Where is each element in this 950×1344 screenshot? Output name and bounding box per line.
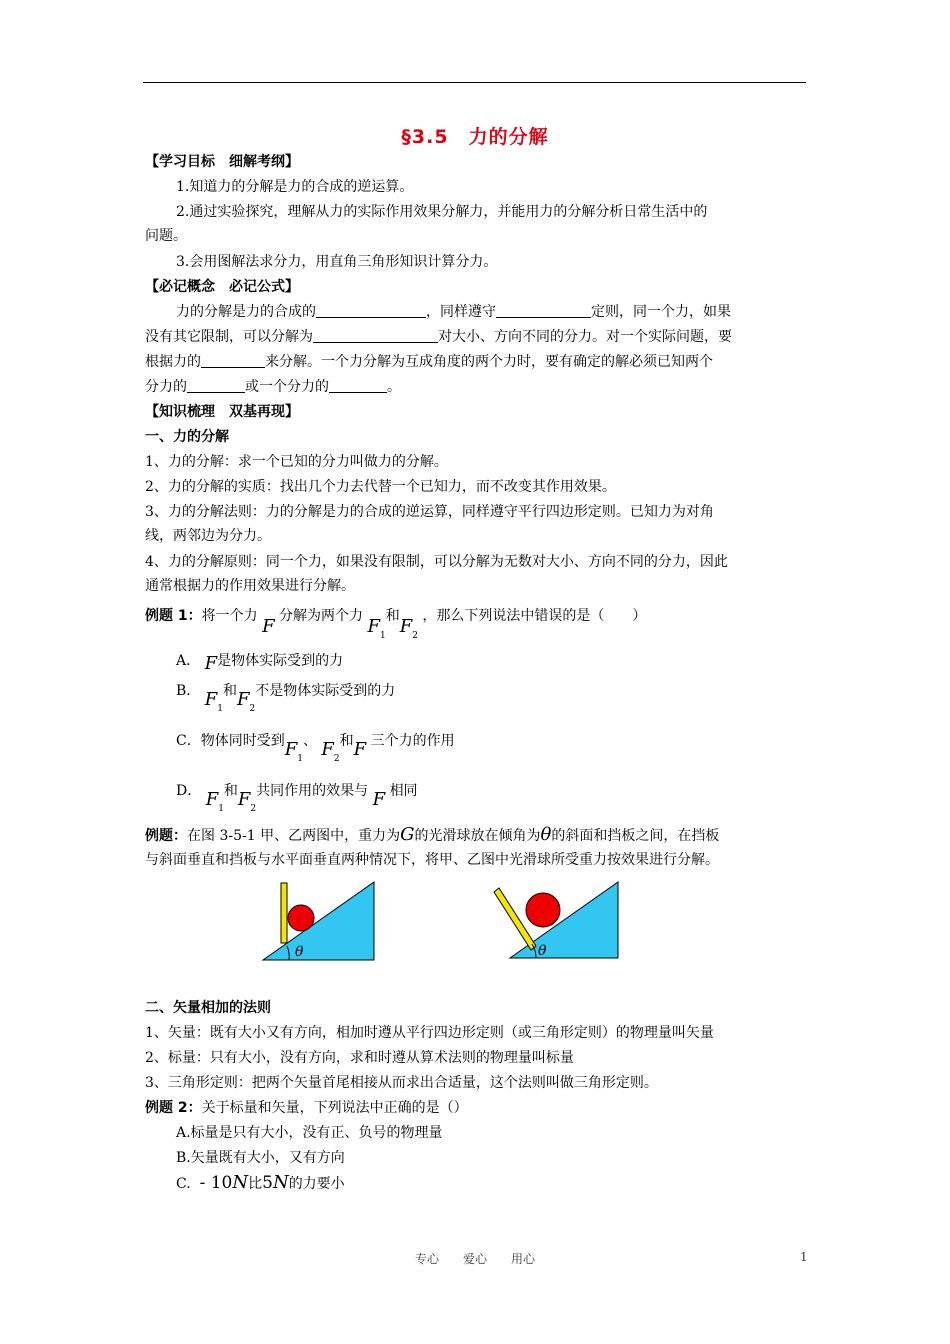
knowledge-3a: 3、力的分解法则：力的分解是力的合成的逆运算，同样遵守平行四边形定则。已知力为对角 xyxy=(145,504,714,520)
example-2-question: 例题 2：关于标量和矢量，下列说法中正确的是（） xyxy=(145,1100,468,1116)
fill-blank[interactable] xyxy=(496,303,591,318)
section-goals: 【学习目标 细解考纲】 xyxy=(145,154,299,170)
example-2-option-a[interactable]: A.标量是只有大小，没有正、负号的物理量 xyxy=(176,1125,443,1141)
option-c[interactable]: C．物体同时受到$F_1$、 $F_2$和F 三个力的作用 xyxy=(176,733,455,764)
fill-blank[interactable] xyxy=(329,378,387,393)
concept-line-1: 力的分解是力的合成的 ，同样遵守 定则，同一个力，如果 xyxy=(176,304,731,320)
example-1-question: 例题 1：将一个力 F 分解为两个力 $F_1$和$F_2$ ，那么下列说法中错误的是（ ） xyxy=(145,608,647,641)
option-d[interactable]: D． $F_1$和$F_2$共同作用的效果与 F 相同 xyxy=(176,783,418,814)
vector-2: 2、标量：只有大小，没有方向，求和时遵从算术法则的物理量叫标量 xyxy=(145,1050,574,1066)
incline-slope xyxy=(510,882,618,958)
smooth-ball xyxy=(288,905,314,931)
goal-2a: 2.通过实验探究，理解从力的实际作用效果分解力，并能用力的分解分析日常生活中的 xyxy=(176,204,708,220)
concept-line-3: 根据力的 来分解。一个力分解为互成角度的两个力时，要有确定的解必须已知两个 xyxy=(145,354,713,370)
concept-line-4: 分力的 或一个分力的 。 xyxy=(145,379,401,395)
figure-incline-vertical-board xyxy=(255,878,380,963)
smooth-ball xyxy=(526,893,560,927)
option-a[interactable]: A． F是物体实际受到的力 xyxy=(176,653,344,674)
knowledge-2: 2、力的分解的实质：找出几个力去代替一个已知力，而不改变其作用效果。 xyxy=(145,479,616,495)
figure-incline-perpendicular-board xyxy=(492,880,622,965)
concept-line-2: 没有其它限制，可以分解为 对大小、方向不同的分力。对一个实际问题，要 xyxy=(145,329,732,345)
vector-1: 1、矢量：既有大小又有方向，相加时遵从平行四边形定则（或三角形定则）的物理量叫矢量 xyxy=(145,1025,714,1041)
baffle-board xyxy=(281,883,287,943)
section-knowledge: 【知识梳理 双基再现】 xyxy=(145,404,299,420)
example-2-option-b[interactable]: B.矢量既有大小，又有方向 xyxy=(176,1150,345,1166)
goal-2b: 问题。 xyxy=(145,228,187,244)
page-number: 1 xyxy=(800,1250,808,1264)
example-incline-line-1: 例题：在图 3-5-1 甲、乙两图中，重力为G的光滑球放在倾角为θ的斜面和挡板之间，在挡板 xyxy=(145,824,720,845)
example-2-option-c[interactable]: C. - 10N比5N的力要小 xyxy=(176,1172,345,1193)
footer-motto: 专心 爱心 用心 xyxy=(414,1252,535,1266)
incline-slope xyxy=(263,882,374,960)
goal-1: 1.知道力的分解是力的合成的逆运算。 xyxy=(176,179,414,195)
fill-blank[interactable] xyxy=(187,378,245,393)
knowledge-4a: 4、力的分解原则：同一个力，如果没有限制，可以分解为无数对大小、方向不同的分力，因此 xyxy=(145,554,728,570)
fill-blank[interactable] xyxy=(201,353,265,368)
goal-3: 3.会用图解法求分力，用直角三角形知识计算分力。 xyxy=(176,254,498,270)
header-rule xyxy=(143,82,806,83)
theta-label: θ xyxy=(295,944,304,960)
knowledge-3b: 线，两邻边为分力。 xyxy=(145,528,271,544)
knowledge-1: 1、力的分解：求一个已知的分力叫做力的分解。 xyxy=(145,454,448,470)
example-incline-line-2: 与斜面垂直和挡板与水平面垂直两种情况下，将甲、乙图中光滑球所受重力按效果进行分解。 xyxy=(145,852,719,868)
vector-3: 3、三角形定则：把两个矢量首尾相接从而求出合适量，这个法则叫做三角形定则。 xyxy=(145,1075,658,1091)
fill-blank[interactable] xyxy=(313,328,438,343)
knowledge-4b: 通常根据力的作用效果进行分解。 xyxy=(145,578,355,594)
page-title: §3.5 力的分解 xyxy=(401,126,549,148)
fill-blank[interactable] xyxy=(316,303,426,318)
theta-label: θ xyxy=(538,943,547,959)
section-concepts: 【必记概念 必记公式】 xyxy=(145,279,299,295)
heading-decomposition: 一、力的分解 xyxy=(145,429,229,445)
heading-vector-rules: 二、矢量相加的法则 xyxy=(145,1000,271,1016)
option-b[interactable]: B． $F_1$和$F_2$不是物体实际受到的力 xyxy=(176,683,396,714)
